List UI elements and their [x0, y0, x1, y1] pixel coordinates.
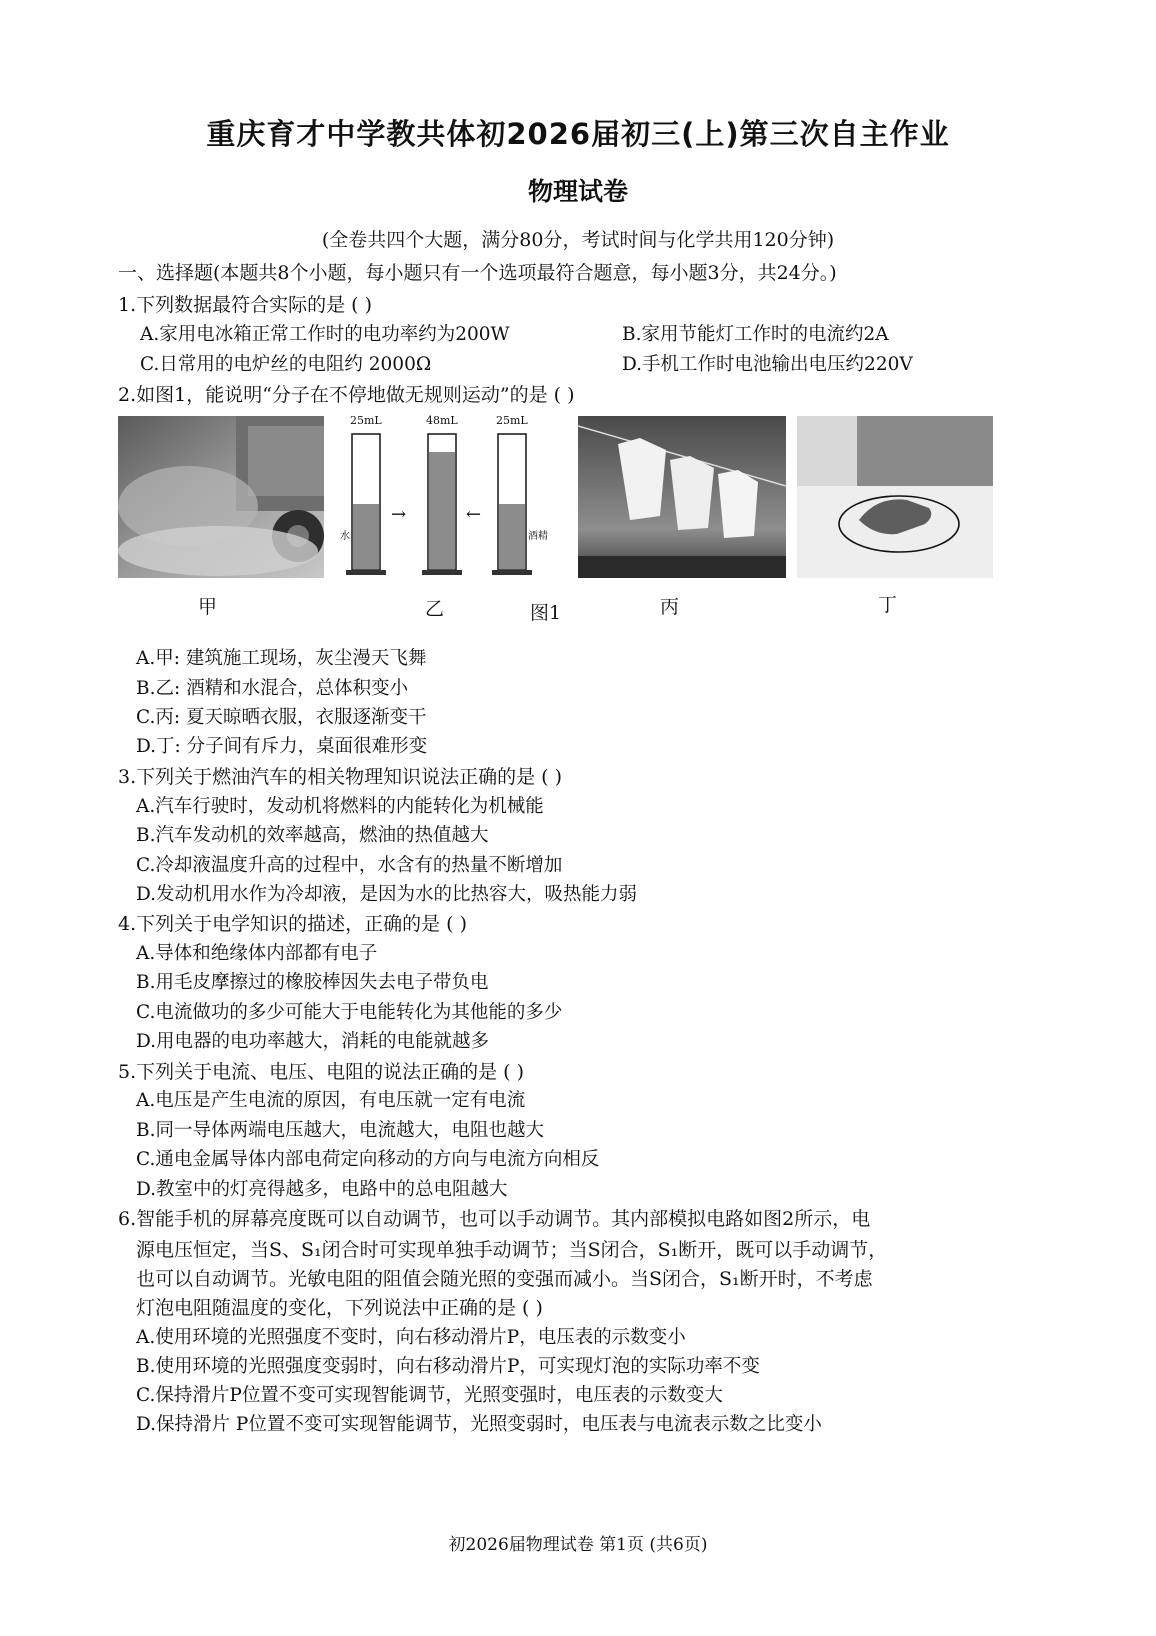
q1-option-c: C.日常用的电炉丝的电阻约 2000Ω: [140, 354, 432, 375]
cylinder-2-volume: 48mL: [426, 414, 458, 427]
cylinder-3-volume: 25mL: [496, 414, 528, 427]
q4-stem: 4.下列关于电学知识的描述，正确的是 ( ): [118, 913, 468, 935]
q6-option-d: D.保持滑片 P位置不变可实现智能调节，光照变弱时，电压表与电流表示数之比变小: [136, 1414, 822, 1435]
exam-subtitle: 物理试卷: [527, 177, 628, 206]
q3-option-b: B.汽车发动机的效率越高，燃油的热值越大: [136, 825, 489, 846]
figure-label-yi: 乙: [425, 598, 445, 620]
q6-stem-line-1: 6.智能手机的屏幕亮度既可以自动调节，也可以手动调节。其内部模拟电路如图2所示，电: [118, 1208, 871, 1230]
q4-option-a: A.导体和绝缘体内部都有电子: [136, 943, 378, 964]
arrow-right-icon: →: [391, 504, 407, 525]
cylinder-3-liquid: [499, 504, 525, 569]
q5-option-a: A.电压是产生电流的原因，有电压就一定有电流: [136, 1090, 526, 1111]
cylinder-1-volume: 25mL: [350, 414, 382, 427]
q3-option-d: D.发动机用水作为冷却液，是因为水的比热容大，吸热能力弱: [136, 884, 638, 905]
q2-option-a: A.甲: 建筑施工现场，灰尘漫天飞舞: [136, 648, 427, 669]
q1-option-b: B.家用节能灯工作时的电流约2A: [622, 324, 889, 345]
q6-option-a: A.使用环境的光照强度不变时，向右移动滑片P，电压表的示数变小: [136, 1327, 686, 1348]
page-footer: 初2026届物理试卷 第1页 (共6页): [448, 1535, 708, 1555]
q1-stem: 1.下列数据最符合实际的是 ( ): [118, 294, 373, 316]
q2-option-d: D.丁: 分子间有斥力，桌面很难形变: [136, 736, 428, 757]
q4-option-d: D.用电器的电功率越大，消耗的电能就越多: [136, 1031, 490, 1052]
q2-stem: 2.如图1，能说明“分子在不停地做无规则运动”的是 ( ): [118, 384, 575, 406]
figure-label-jia: 甲: [198, 596, 218, 618]
q1-option-a: A.家用电冰箱正常工作时的电功率约为200W: [140, 324, 510, 345]
q6-stem-line-2: 源电压恒定，当S、S₁闭合时可实现单独手动调节；当S闭合，S₁断开，既可以手动调节，: [136, 1239, 888, 1261]
q6-option-b: B.使用环境的光照强度变弱时，向右移动滑片P，可实现灯泡的实际功率不变: [136, 1356, 760, 1377]
figure-label-ding: 丁: [878, 594, 898, 616]
figure-label-bing: 丙: [660, 596, 680, 618]
cylinder-2-liquid: [429, 452, 455, 569]
q3-option-a: A.汽车行驶时，发动机将燃料的内能转化为机械能: [136, 796, 544, 817]
q5-stem: 5.下列关于电流、电压、电阻的说法正确的是 ( ): [118, 1061, 525, 1083]
q2-option-b: B.乙: 酒精和水混合，总体积变小: [136, 678, 409, 699]
figure-caption: 图1: [530, 602, 562, 624]
q1-option-d: D.手机工作时电池输出电压约220V: [622, 354, 913, 375]
q4-option-b: B.用毛皮摩擦过的橡胶棒因失去电子带负电: [136, 972, 489, 993]
figure-yi-cylinders: [338, 412, 558, 582]
exam-title: 重庆育才中学教共体初2026届初三(上)第三次自主作业: [206, 117, 950, 151]
q6-option-c: C.保持滑片P位置不变可实现智能调节，光照变强时，电压表的示数变大: [136, 1385, 723, 1406]
exam-info: (全卷共四个大题，满分80分，考试时间与化学共用120分钟): [321, 229, 835, 251]
q5-option-d: D.教室中的灯亮得越多，电路中的总电阻越大: [136, 1179, 508, 1200]
q3-stem: 3.下列关于燃油汽车的相关物理知识说法正确的是 ( ): [118, 766, 563, 788]
cylinder-1-liquid-label: 水: [340, 531, 350, 542]
q5-option-c: C.通电金属导体内部电荷定向移动的方向与电流方向相反: [136, 1149, 600, 1170]
q6-stem-line-3: 也可以自动调节。光敏电阻的阻值会随光照的变强而减小。当S闭合，S₁断开时，不考虑: [136, 1268, 873, 1290]
cylinder-3-liquid-label: 酒精: [528, 531, 548, 542]
q2-option-c: C.丙: 夏天晾晒衣服，衣服逐渐变干: [136, 707, 427, 728]
q3-option-c: C.冷却液温度升高的过程中，水含有的热量不断增加: [136, 855, 563, 876]
q6-stem-line-4: 灯泡电阻随温度的变化，下列说法中正确的是 ( ): [136, 1297, 543, 1319]
photo-bing-laundry: [578, 416, 786, 578]
photo-jia-dust-truck: [118, 416, 324, 578]
photo-ding-hand-table: [797, 416, 993, 578]
q4-option-c: C.电流做功的多少可能大于电能转化为其他能的多少: [136, 1002, 563, 1023]
cylinder-1-liquid: [353, 504, 379, 569]
section-heading: 一、选择题(本题共8个小题，每小题只有一个选项最符合题意，每小题3分，共24分。): [118, 262, 837, 284]
q5-option-b: B.同一导体两端电压越大，电流越大，电阻也越大: [136, 1120, 544, 1141]
arrow-left-icon: ←: [466, 504, 482, 525]
